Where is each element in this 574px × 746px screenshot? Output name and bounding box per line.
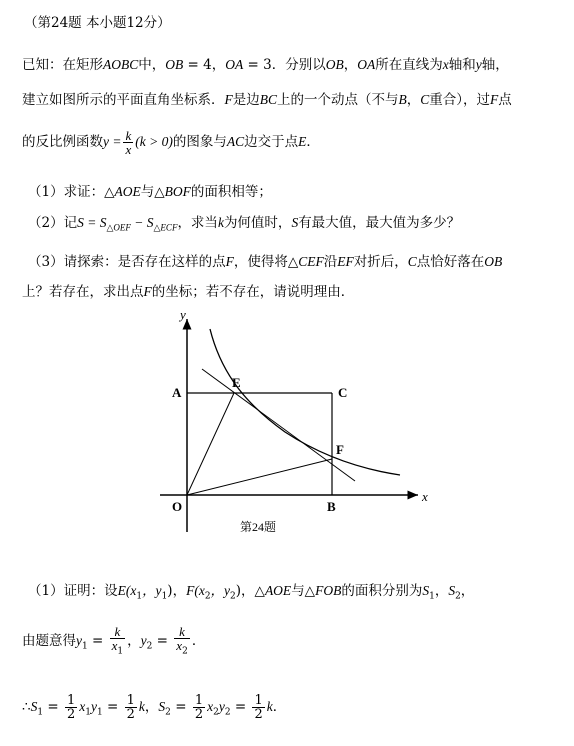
problem-header: （第24题 本小题12分） (24, 15, 171, 31)
solution-line-3: $\therefore S_1$ = $\frac{1}{2}$ $x_1y_1$ = $\frac{1}{2}$ k，$S_2$ = $\frac{1}{2}$ $x_2y_2$ = $\frac{1}{2}$ k． (22, 693, 287, 722)
question-2: （2）记$S = S_{\triangle OEF} - S_{\triangle ECF}$，求当k为何值时，S有最大值，最大值为多少？ (28, 215, 461, 233)
coordinate-figure (150, 307, 440, 537)
label-y: y (180, 307, 186, 322)
label-O: O (172, 499, 183, 514)
label-B: B (327, 499, 336, 514)
fraction-half-4: $\frac{1}{2}$ (254, 693, 263, 722)
segment-OF (187, 459, 332, 495)
fraction-k-over-x: $\frac{k}{x}$ (125, 128, 132, 157)
hyperbola-curve (210, 329, 400, 475)
solution-line-2: 由题意得$y_1$ = $\frac{k}{x_1}$ ，$y_2$ = $\frac{k}{x_2}$ ． (22, 623, 206, 657)
label-x: x (422, 489, 428, 504)
label-F: F (336, 442, 344, 457)
label-A: A (172, 385, 182, 400)
fraction-k-over-x2: $\frac{k}{x_2}$ (176, 623, 188, 657)
solution-line-1: （1）证明：设$E(x_1$，$y_1$)，$F(x_2$，$y_2$)，△AOE与△FOB的面积分别为$S_1$，$S_2$， (28, 583, 475, 602)
label-C: C (338, 385, 348, 400)
figure-caption: 第24题 (240, 520, 277, 534)
problem-line-1: 已知：在矩形AOBC中，OB = 4，OA = 3．分别以OB，OA所在直线为x轴和y轴， (22, 57, 509, 73)
question-1: （1）求证：△AOE与△BOF的面积相等； (28, 184, 272, 200)
question-3-line-2: 上？若存在，求出点F的坐标；若不存在，请说明理由． (22, 284, 355, 300)
fraction-half-2: $\frac{1}{2}$ (126, 693, 135, 722)
question-3-line-1: （3）请探索：是否存在这样的点F，使得将△CEF沿EF对折后，C点恰好落在OB (28, 254, 503, 270)
fraction-k-over-x1: $\frac{k}{x_1}$ (111, 623, 124, 657)
problem-line-2: 建立如图所示的平面直角坐标系．F是边BC上的一个动点（不与B，C重合），过F点 (22, 92, 512, 108)
fraction-half-1: $\frac{1}{2}$ (66, 693, 76, 722)
problem-line-3: 的反比例函数y = $\frac{k}{x}$ (k > 0)的图象与AC边交于点E． (22, 128, 320, 157)
label-E: E (232, 375, 241, 390)
fraction-half-3: $\frac{1}{2}$ (194, 693, 204, 722)
segment-OE (187, 393, 234, 495)
